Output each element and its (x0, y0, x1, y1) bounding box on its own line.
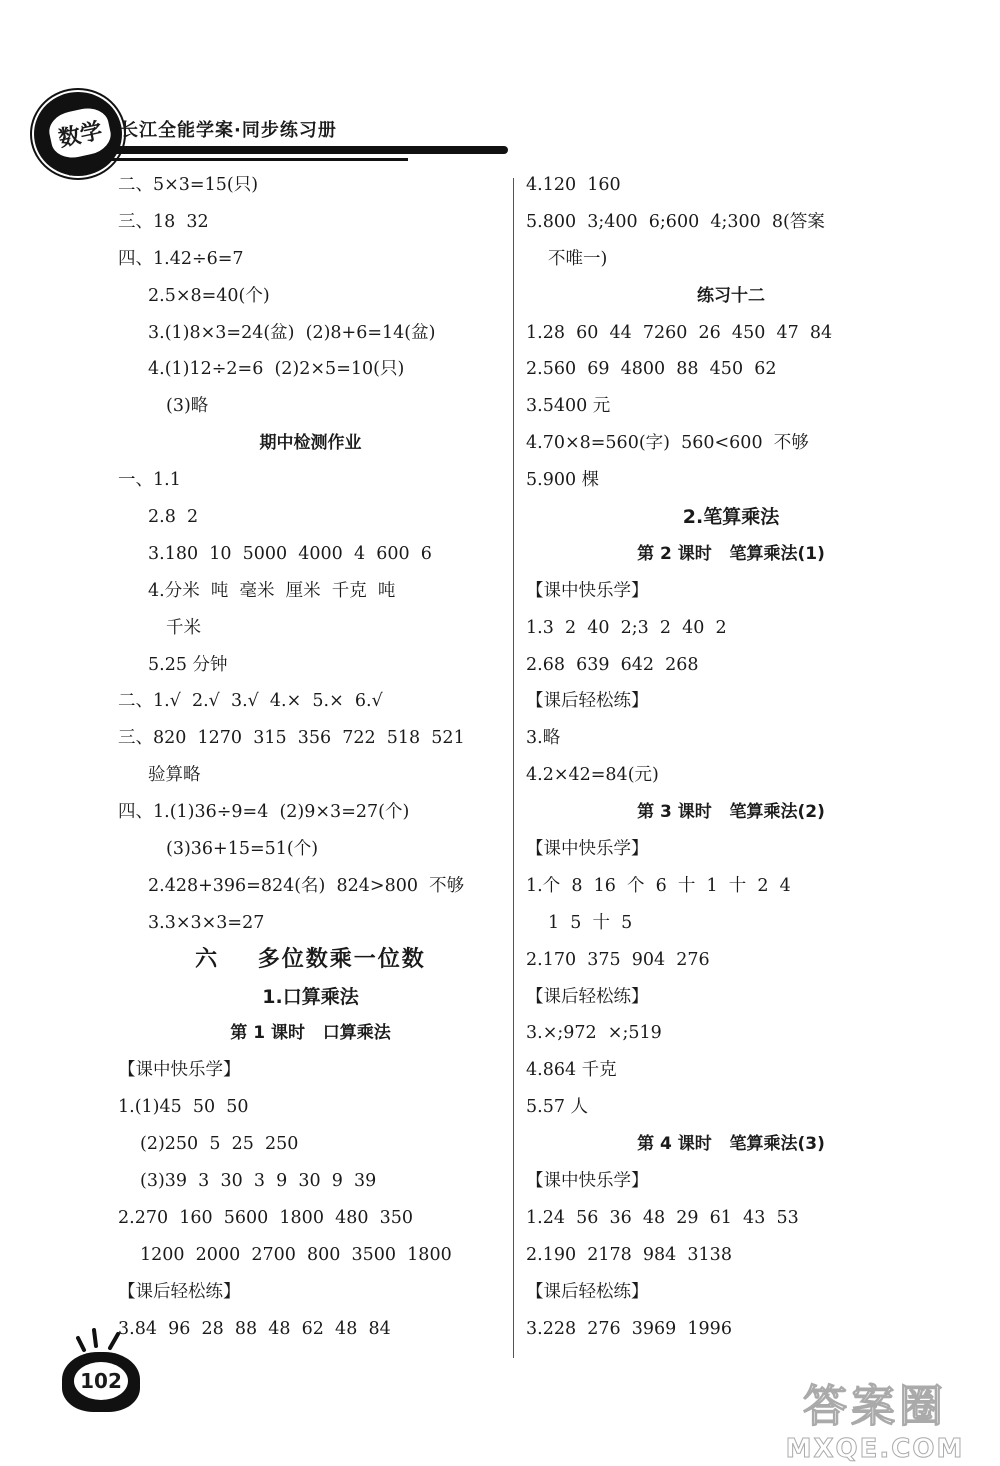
watermark (760, 1370, 990, 1464)
answer-line: 1200 2000 2700 800 3500 1800 (140, 1244, 452, 1265)
answer-line: 六 多位数乘一位数 (195, 946, 426, 972)
answer-line: 2.8 2 (148, 507, 199, 528)
answer-line: 【课后轻松练】 (526, 986, 649, 1007)
sparkle-rays-icon (76, 1328, 136, 1354)
answer-line: 2.560 69 4800 88 450 62 (526, 359, 777, 380)
answer-line: (2)250 5 25 250 (140, 1134, 299, 1155)
answer-line: 期中检测作业 (259, 433, 362, 454)
answer-line: 4.2×42=84(元) (526, 765, 659, 786)
answer-line: 3.228 276 3969 1996 (526, 1318, 732, 1339)
answer-line: 1.个 8 16 个 6 十 1 十 2 4 (526, 875, 791, 896)
answer-line: 5.57 人 (526, 1097, 589, 1118)
answer-line: 2.190 2178 984 3138 (526, 1244, 732, 1265)
answer-line: 【课中快乐学】 (526, 580, 649, 601)
answer-line: 4.120 160 (526, 175, 621, 195)
answer-line: 三、820 1270 315 356 722 518 521 (118, 728, 465, 749)
watermark-line2: MXQE.COM (785, 1434, 965, 1464)
answer-line: 1.口算乘法 (262, 985, 359, 1008)
answer-line: 2.170 375 904 276 (526, 949, 710, 970)
answer-line: 1.24 56 36 48 29 61 43 53 (526, 1207, 799, 1228)
answer-line: 4.864 千克 (526, 1060, 617, 1081)
page-number: 102 (74, 1362, 128, 1400)
answer-line: (3)略 (166, 396, 209, 417)
answer-line: 【课中快乐学】 (526, 1171, 649, 1192)
right-column (526, 167, 936, 1348)
column-divider (513, 178, 514, 1358)
answer-line: 一、1.1 (118, 470, 181, 491)
answer-line: 1 5 十 5 (548, 912, 633, 933)
answer-line: 2.5×8=40(个) (148, 285, 270, 306)
answer-line: 第 1 课时 口算乘法 (230, 1023, 391, 1044)
answer-line: 二、1.√ 2.√ 3.√ 4.× 5.× 6.√ (118, 691, 383, 712)
answer-line: 1.28 60 44 7260 26 450 47 84 (526, 322, 833, 343)
answer-line: 三、18 32 (118, 211, 209, 232)
answer-line: 四、1.(1)36÷9=4 (2)9×3=27(个) (118, 802, 410, 823)
badge-ribbon-tail (60, 160, 80, 176)
answer-line: 【课后轻松练】 (118, 1281, 241, 1302)
answer-line: 1.3 2 40 2;3 2 40 2 (526, 617, 727, 638)
answer-line: 【课中快乐学】 (118, 1060, 241, 1081)
answer-line: 【课中快乐学】 (526, 839, 649, 860)
page-number-badge (62, 1352, 140, 1412)
answer-line: 2.68 639 642 268 (526, 654, 699, 675)
answer-line: 千米 (166, 617, 201, 638)
answer-line: 【课后轻松练】 (526, 1281, 649, 1302)
answer-line: 不唯一) (548, 248, 608, 269)
answer-line: (3)39 3 30 3 9 30 9 39 (140, 1171, 377, 1192)
answer-line: 3.(1)8×3=24(盆) (2)8+6=14(盆) (148, 322, 436, 343)
answer-line: 第 3 课时 笔算乘法(2) (637, 802, 825, 823)
answer-line: 3.5400 元 (526, 396, 611, 417)
answer-line: 3.180 10 5000 4000 4 600 6 (148, 543, 432, 564)
answer-line: 4.70×8=560(字) 560<600 不够 (526, 433, 809, 454)
answer-line: 2.270 160 5600 1800 480 350 (118, 1207, 414, 1228)
answer-line: 5.25 分钟 (148, 654, 228, 675)
answer-line: 3.略 (526, 728, 561, 749)
answer-line: 四、1.42÷6=7 (118, 248, 244, 269)
answer-line: 5.900 棵 (526, 470, 600, 491)
answer-line: (3)36+15=51(个) (166, 839, 319, 860)
answer-line: 3.3×3×3=27 (148, 912, 265, 933)
answer-line: 1.(1)45 50 50 (118, 1097, 249, 1118)
watermark-line1: 答案圈 (803, 1381, 947, 1432)
answer-line: 2.笔算乘法 (682, 506, 780, 529)
header-rule-thick (108, 146, 508, 154)
left-column (118, 167, 503, 1348)
answer-line: 二、5×3=15(只) (118, 175, 259, 195)
answer-line: 第 2 课时 笔算乘法(1) (637, 543, 825, 564)
answer-line: 4.分米 吨 毫米 厘米 千克 吨 (148, 580, 396, 601)
subject-badge-label: 数学 (44, 102, 117, 164)
answer-line: 4.(1)12÷2=6 (2)2×5=10(只) (148, 359, 405, 380)
answer-line: 【课后轻松练】 (526, 691, 649, 712)
header-rule-thin (108, 158, 408, 161)
answer-line: 5.800 3;400 6;600 4;300 8(答案 (526, 211, 825, 232)
series-title: 长江全能学案·同步练习册 (120, 120, 337, 141)
answer-line: 第 4 课时 笔算乘法(3) (637, 1134, 825, 1155)
answer-line: 练习十二 (697, 285, 765, 306)
answer-line: 验算略 (148, 765, 201, 786)
answer-line: 3.×;972 ×;519 (526, 1023, 662, 1044)
answer-line: 3.84 96 28 88 48 62 48 84 (118, 1318, 391, 1339)
answer-line: 2.428+396=824(名) 824>800 不够 (148, 875, 465, 896)
